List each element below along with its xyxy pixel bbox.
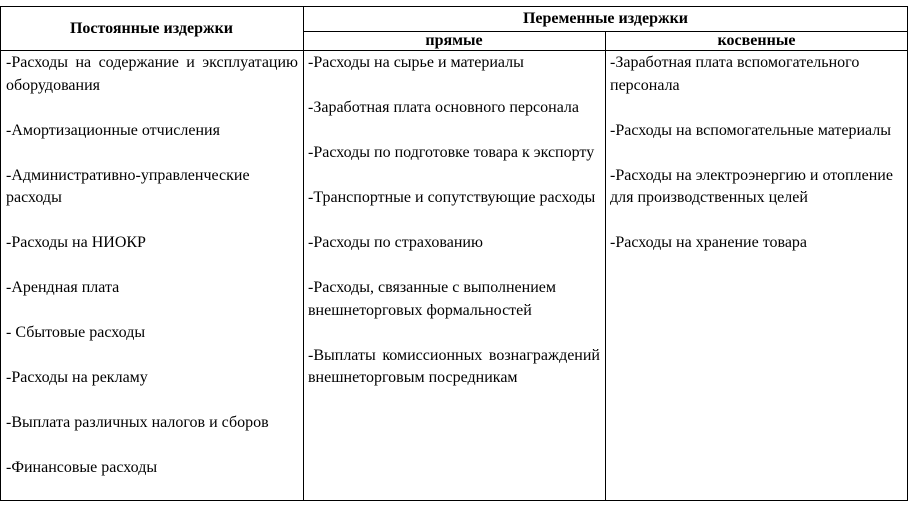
list-item: - Сбытовые расходы xyxy=(6,324,146,341)
table-border-top xyxy=(0,6,908,7)
header-variable-costs: Переменные издержки xyxy=(522,10,689,27)
list-item: -Расходы на рекламу xyxy=(6,369,148,386)
direct-costs-list xyxy=(308,52,600,412)
list-item: -Арендная плата xyxy=(6,279,120,296)
list-item: -Расходы на НИОКР xyxy=(6,234,146,251)
list-item: -Амортизационные отчисления xyxy=(6,121,220,139)
list-item: -Административно-управленческие расходы xyxy=(6,166,250,206)
list-item: -Расходы на содержание и эксплуатацию оборудования xyxy=(6,54,298,94)
header-direct: прямые xyxy=(425,32,483,49)
indirect-costs-list xyxy=(610,52,900,277)
list-item: -Расходы на сырье и материалы xyxy=(308,54,524,71)
list-item: -Расходы на хранение товара xyxy=(610,234,808,251)
fixed-costs-list xyxy=(6,52,298,502)
column-divider-2 xyxy=(605,31,606,501)
list-item: -Транспортные и сопутствующие расходы xyxy=(308,189,596,206)
table-border-left xyxy=(0,6,1,501)
list-item: -Расходы на электроэнергию и отопление для производственных целей xyxy=(610,166,893,206)
list-item: -Расходы, связанные с выполнением внешнеторговых формальностей xyxy=(308,279,556,319)
list-item: -Выплата различных налогов и сборов xyxy=(6,414,269,431)
list-item: -Заработная плата основного персонала xyxy=(308,99,580,116)
list-item: -Заработная плата вспомогательного персонала xyxy=(610,54,860,94)
list-item: -Расходы по страхованию xyxy=(308,234,483,251)
list-item: -Выплаты комиссионных вознаграждений внешнеторговым посредникам xyxy=(308,346,600,386)
header-indirect: косвенные xyxy=(717,32,796,49)
list-item: -Финансовые расходы xyxy=(6,459,158,476)
list-item: -Расходы на вспомогательные материалы xyxy=(610,121,892,139)
list-item: -Расходы по подготовке товара к экспорту xyxy=(308,144,595,161)
column-divider-1 xyxy=(303,6,304,501)
header-rule xyxy=(0,50,908,51)
header-fixed-costs: Постоянные издержки xyxy=(69,20,234,37)
